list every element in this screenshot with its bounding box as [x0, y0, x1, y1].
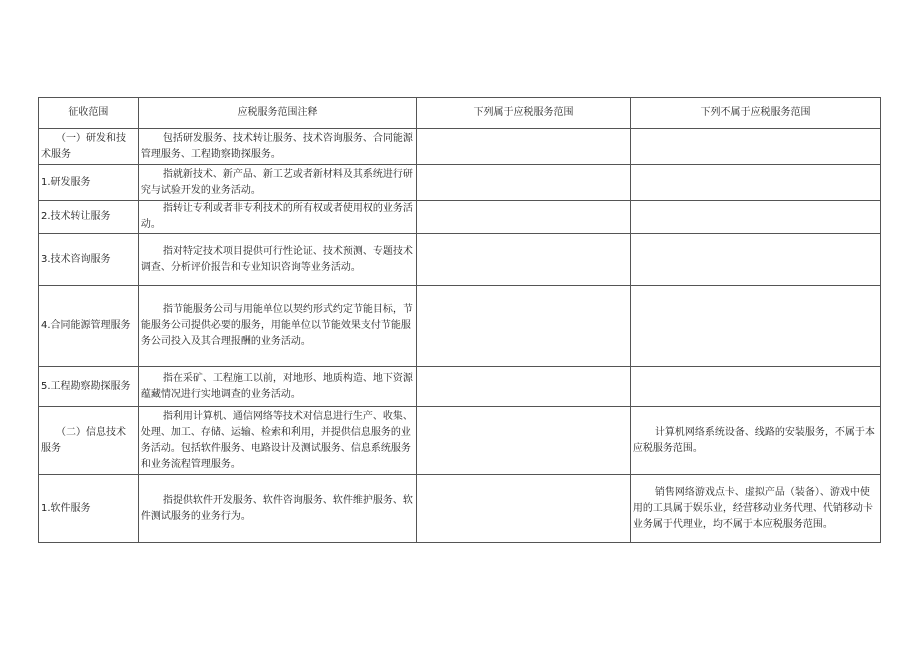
table-row [39, 407, 881, 475]
row-included [417, 407, 631, 475]
row-scope: 1.研发服务 [39, 165, 139, 201]
row-excluded [630, 129, 880, 165]
header-row [39, 98, 881, 129]
row-note: 指提供软件开发服务、软件咨询服务、软件维护服务、软件测试服务的业务行为。 [138, 475, 416, 543]
row-scope: 1.软件服务 [39, 475, 139, 543]
row-included [417, 475, 631, 543]
row-scope: 3.技术咨询服务 [39, 234, 139, 286]
row-note: 指节能服务公司与用能单位以契约形式约定节能目标，节能服务公司提供必要的服务，用能单位以节能效果支付节能服务公司投入及其合理报酬的业务活动。 [138, 286, 416, 367]
table-row [39, 234, 881, 286]
row-included [417, 234, 631, 286]
row-included [417, 165, 631, 201]
header-scope: 征收范围 [39, 98, 139, 129]
row-excluded: 销售网络游戏点卡、虚拟产品（装备）、游戏中使用的工具属于娱乐业，经营移动业务代理、代销移动卡业务属于代理业，均不属于本应税服务范围。 [630, 475, 880, 543]
row-excluded [630, 165, 880, 201]
row-scope: （二）信息技术服务 [39, 407, 139, 475]
table-row [39, 286, 881, 367]
row-note: 指利用计算机、通信网络等技术对信息进行生产、收集、处理、加工、存储、运输、检索和利用，并提供信息服务的业务活动。包括软件服务、电路设计及测试服务、信息系统服务和业务流程管理服务。 [138, 407, 416, 475]
row-scope: 2.技术转让服务 [39, 201, 139, 234]
row-scope: （一）研发和技术服务 [39, 129, 139, 165]
row-scope: 4.合同能源管理服务 [39, 286, 139, 367]
header-included: 下列属于应税服务范围 [417, 98, 631, 129]
table-row [39, 129, 881, 165]
row-note: 包括研发服务、技术转让服务、技术咨询服务、合同能源管理服务、工程勘察勘探服务。 [138, 129, 416, 165]
row-included [417, 201, 631, 234]
row-note: 指转让专利或者非专利技术的所有权或者使用权的业务活动。 [138, 201, 416, 234]
row-scope: 5.工程勘察勘探服务 [39, 367, 139, 407]
table-row [39, 475, 881, 543]
row-note: 指就新技术、新产品、新工艺或者新材料及其系统进行研究与试验开发的业务活动。 [138, 165, 416, 201]
row-excluded: 计算机网络系统设备、线路的安装服务，不属于本应税服务范围。 [630, 407, 880, 475]
row-excluded [630, 367, 880, 407]
row-included [417, 367, 631, 407]
table-row [39, 367, 881, 407]
row-included [417, 286, 631, 367]
header-excluded: 下列不属于应税服务范围 [630, 98, 880, 129]
row-note: 指对特定技术项目提供可行性论证、技术预测、专题技术调查、分析评价报告和专业知识咨询等业务活动。 [138, 234, 416, 286]
row-excluded [630, 286, 880, 367]
row-excluded [630, 201, 880, 234]
tax-scope-table [38, 97, 881, 543]
header-note: 应税服务范围注释 [138, 98, 416, 129]
table-row [39, 165, 881, 201]
row-excluded [630, 234, 880, 286]
table-row [39, 201, 881, 234]
row-note: 指在采矿、工程施工以前，对地形、地质构造、地下资源蕴藏情况进行实地调查的业务活动。 [138, 367, 416, 407]
row-included [417, 129, 631, 165]
